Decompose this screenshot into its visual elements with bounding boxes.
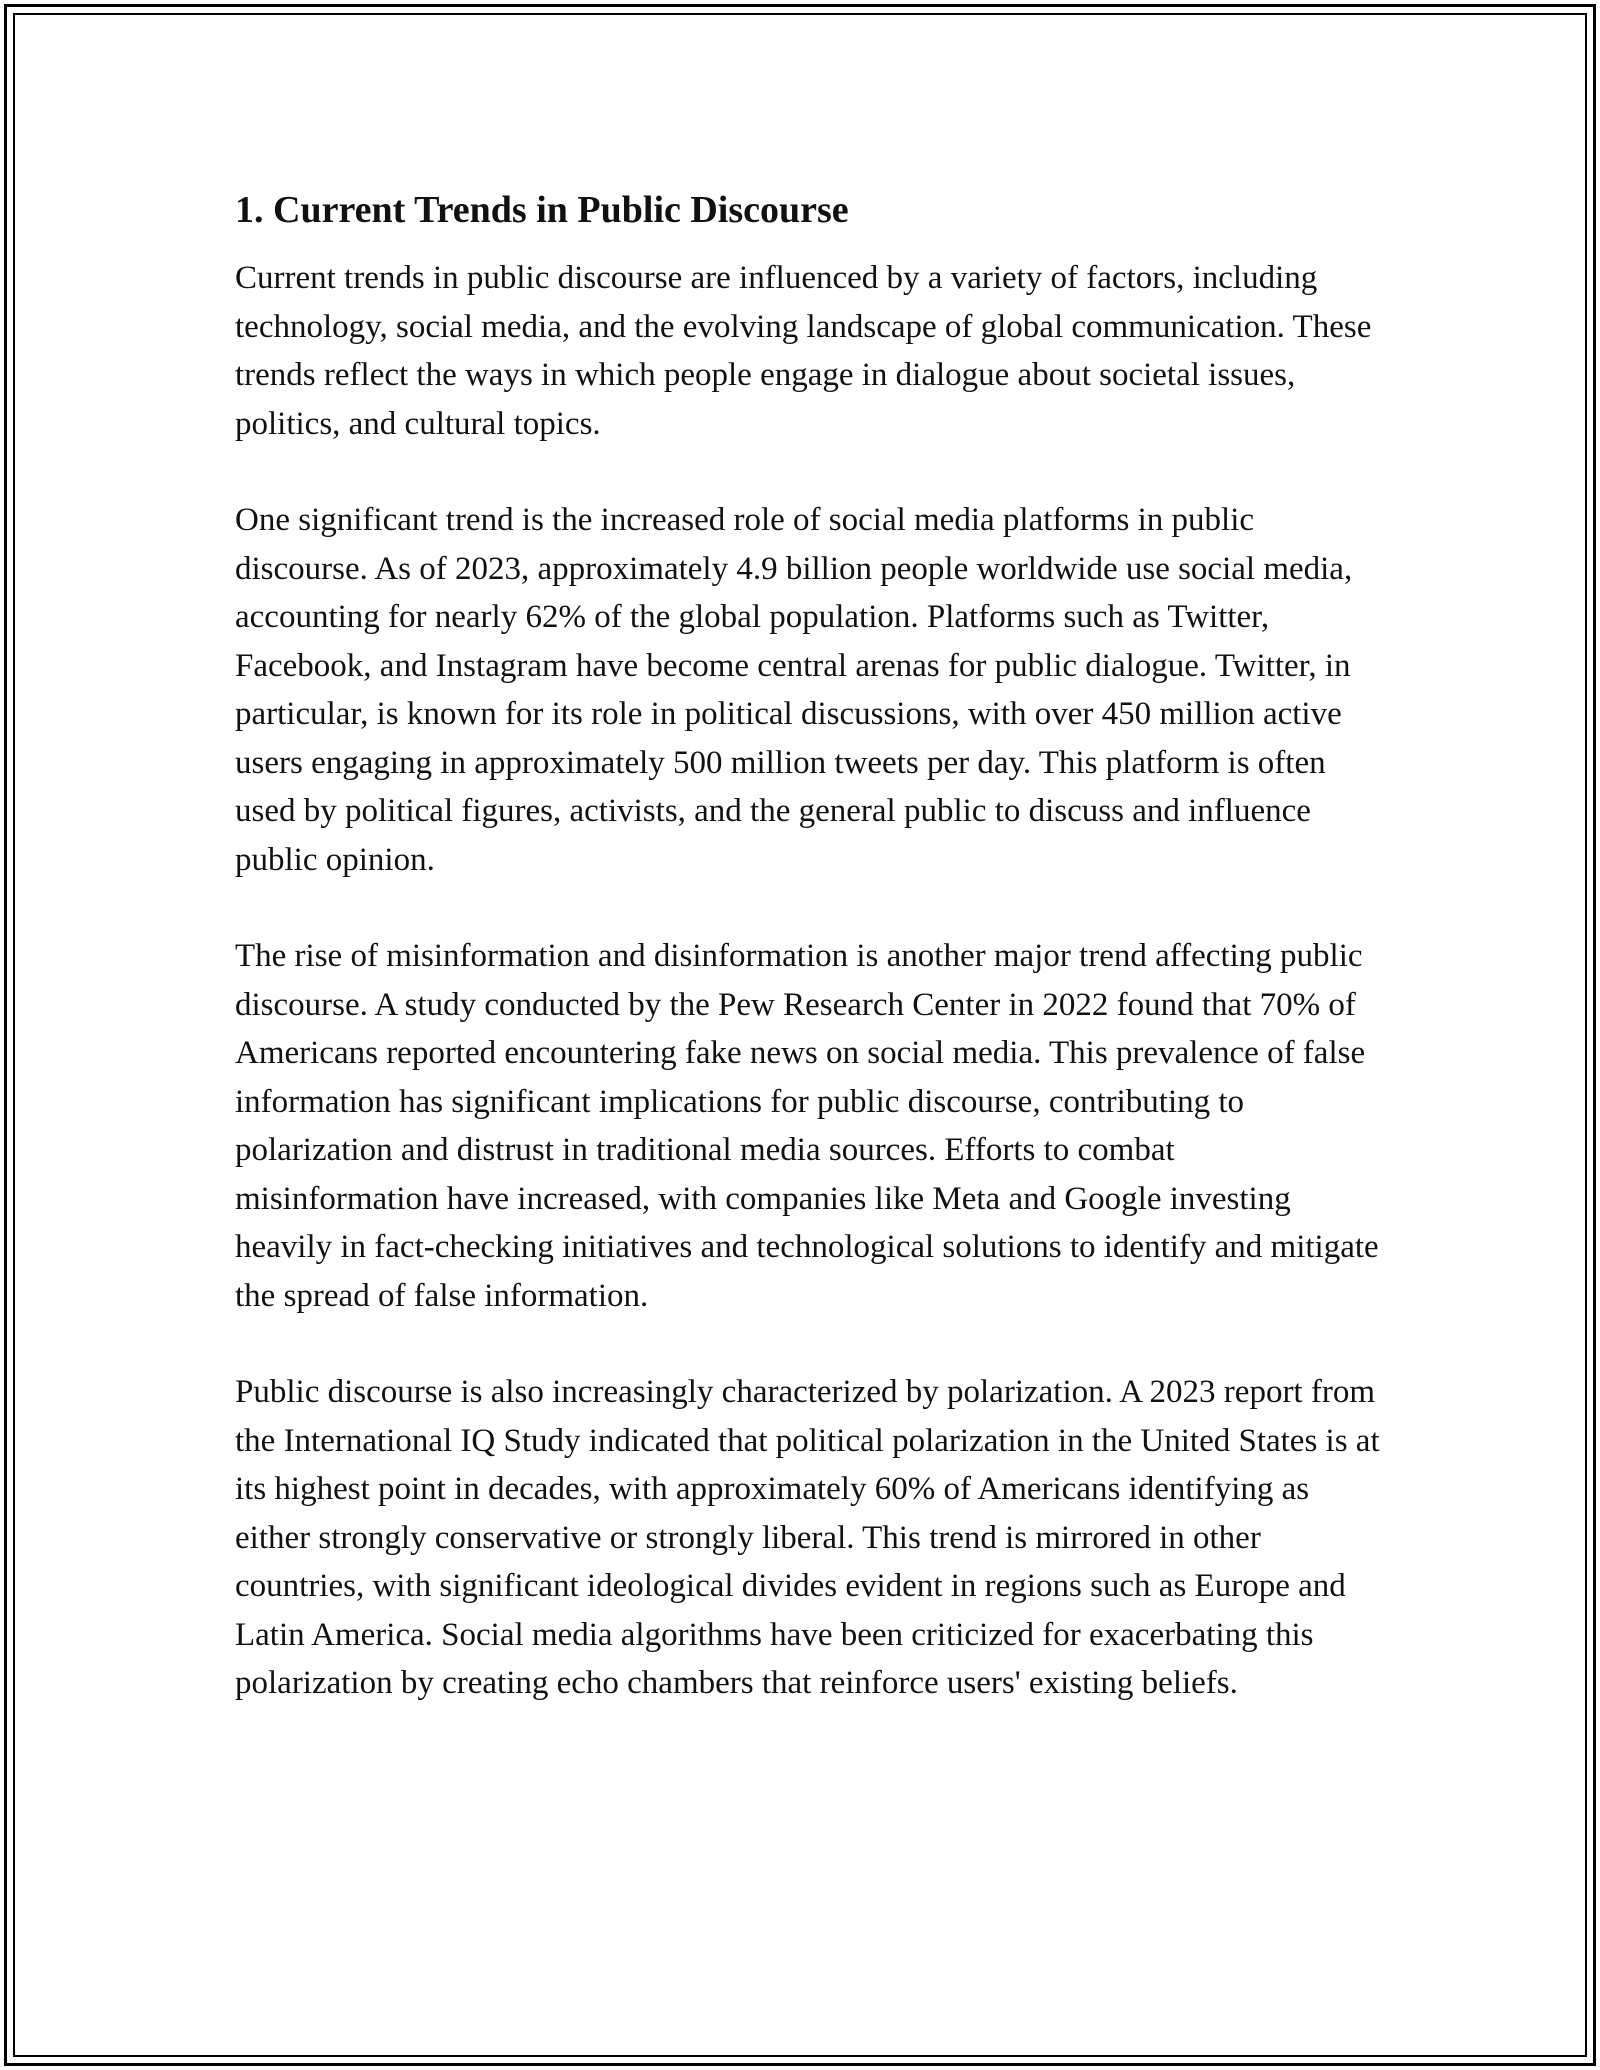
section-title: 1. Current Trends in Public Discourse [235,189,849,231]
document-body [235,186,1385,1756]
paragraph-misinformation: The rise of misinformation and disinformation is another major trend affecting public discourse. A study conducted by the Pew Research Center in 2022 found that 70% of Americans reported encountering fake news on social media. This prevalence of false information has significant implications for public discourse, contributing to polarization and distrust in traditional media sources. Efforts to combat misinformation have increased, with companies like Meta and Google investing heavily in fact-checking initiatives and technological solutions to identify and mitigate the spread of false information. [235,938,1379,1314]
paragraph-intro: Current trends in public discourse are influenced by a variety of factors, including technology, social media, and the evolving landscape of global communication. These trends reflect the ways in which people engage in dialogue about societal issues, politics, and cultural topics. [235,260,1372,442]
paragraph-social-media: One significant trend is the increased role of social media platforms in public discourse. As of 2023, approximately 4.9 billion people worldwide use social media, accounting for nearly 62% of the global population. Platforms such as Twitter, Facebook, and Instagram have become central arenas for public dialogue. Twitter, in particular, is known for its role in political discussions, with over 450 million active users engaging in approximately 500 million tweets per day. This platform is often used by political figures, activists, and the general public to discuss and influence public opinion. [235,502,1353,878]
paragraph-polarization: Public discourse is also increasingly characterized by polarization. A 2023 report from the International IQ Study indicated that political polarization in the United States is at its highest point in decades, with approximately 60% of Americans identifying as either strongly conservative or strongly liberal. This trend is mirrored in other countries, with significant ideological divides evident in regions such as Europe and Latin America. Social media algorithms have been criticized for exacerbating this polarization by creating echo chambers that reinforce users' existing beliefs. [235,1374,1380,1701]
